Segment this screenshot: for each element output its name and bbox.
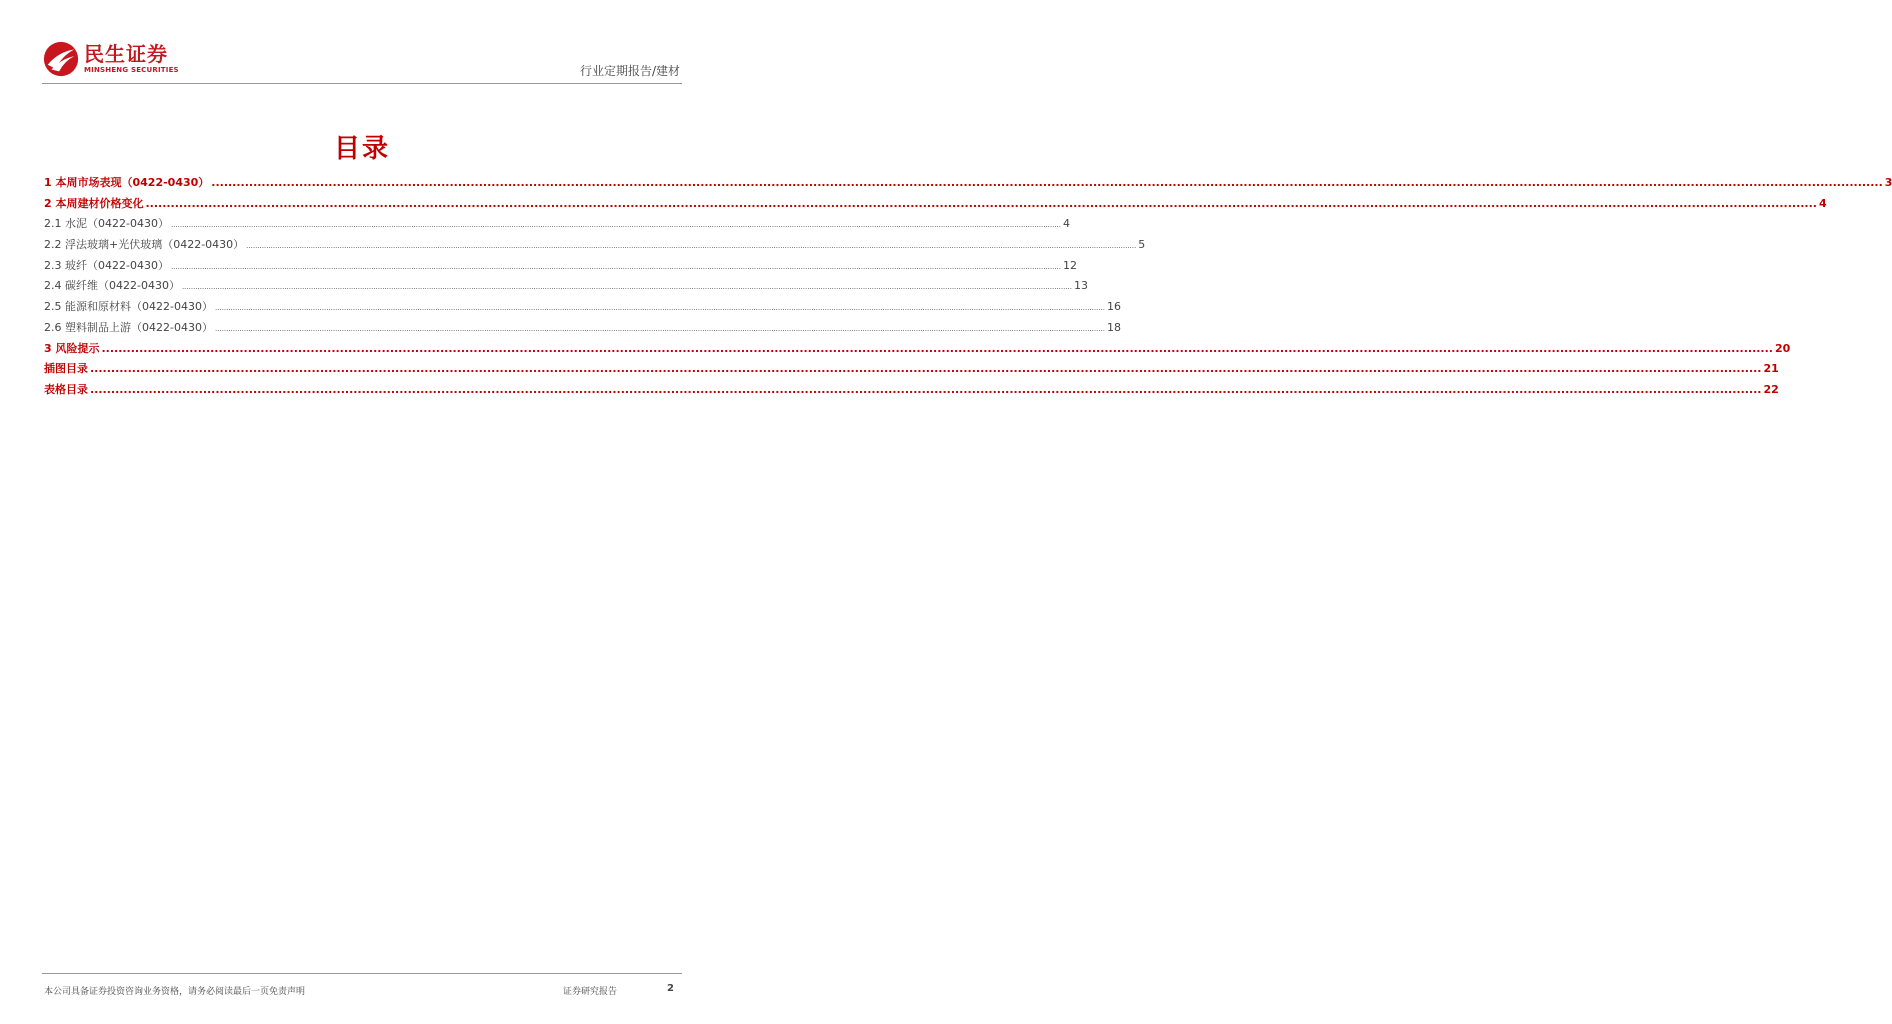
toc-entry[interactable] [44,340,1791,361]
toc-entry[interactable] [44,215,1070,236]
toc-entry-page: 20 [1774,341,1791,355]
toc-entry[interactable] [44,277,1088,298]
toc-leader-dots: ................................................................................................................................................................................................................................................................................................................................................................................................................ [101,341,1773,355]
toc-entry-label: 2 本周建材价格变化 [44,196,144,210]
toc-entry-label: 2.1 水泥（0422-0430） [44,217,169,231]
toc-leader-dots: ................................................................................................................................................................................................................................................................................................................................................................................................................ [90,362,1762,376]
table-of-contents [44,174,1892,402]
toc-entry[interactable] [44,236,1146,257]
toc-leader-dots: ................................................................................................................................................................................................................................................................................................................................................................................................................ [90,382,1762,396]
toc-leader-dots: ................................................................................................................................................................................................................................................................................................................................................................................................................ [211,176,1883,189]
toc-entry-label: 2.3 玻纤（0422-0430） [44,258,169,272]
toc-entry-label: 插图目录 [44,362,88,376]
toc-entry-page: 3 [1884,176,1892,189]
toc-leader-dots: ................................................................................................................................................................................................................................................................................................................................................................................................................ [214,304,1105,313]
toc-entry-page: 4 [1063,217,1070,231]
toc-entry[interactable] [44,257,1077,278]
footer-divider [42,973,682,974]
toc-entry-page: 16 [1107,300,1121,314]
toc-entry[interactable] [44,319,1121,340]
toc-leader-dots: ................................................................................................................................................................................................................................................................................................................................................................................................................ [181,283,1072,292]
page-number: 2 [667,983,674,994]
brand-name-en: MINSHENG SECURITIES [84,66,179,74]
toc-entry-page: 21 [1763,362,1779,376]
toc-entry[interactable] [44,360,1779,381]
toc-entry-label: 1 本周市场表现（0422-0430） [44,176,210,189]
report-type: 行业定期报告/建材 [579,64,680,78]
minsheng-logo-icon [42,40,80,78]
toc-entry-page: 18 [1107,320,1121,334]
toc-entry-label: 3 风险提示 [44,341,100,355]
toc-entry-page: 4 [1818,196,1827,210]
page-header [0,0,724,90]
toc-leader-dots: ................................................................................................................................................................................................................................................................................................................................................................................................................ [145,196,1817,210]
toc-entry-label: 2.5 能源和原材料（0422-0430） [44,300,213,314]
toc-entry-page: 12 [1063,258,1077,272]
header-divider [42,83,682,84]
toc-entry-label: 2.6 塑料制品上游（0422-0430） [44,320,213,334]
toc-entry-label: 2.4 碳纤维（0422-0430） [44,279,180,293]
toc-entry-page: 13 [1074,279,1088,293]
toc-entry[interactable] [44,195,1827,216]
toc-leader-dots: ................................................................................................................................................................................................................................................................................................................................................................................................................ [170,221,1061,230]
footer-disclaimer: 本公司具备证券投资咨询业务资格，请务必阅读最后一页免责声明 [44,987,306,997]
toc-leader-dots: ................................................................................................................................................................................................................................................................................................................................................................................................................ [246,242,1137,251]
toc-entry[interactable] [44,174,1892,195]
toc-leader-dots: ................................................................................................................................................................................................................................................................................................................................................................................................................ [214,324,1105,333]
toc-entry-page: 22 [1763,382,1779,396]
toc-entry-label: 2.2 浮法玻璃+光伏玻璃（0422-0430） [44,238,245,252]
toc-entry[interactable] [44,381,1779,402]
toc-entry-label: 表格目录 [44,382,88,396]
brand-name-cn: 民生证券 [84,42,168,66]
toc-entry[interactable] [44,298,1121,319]
brand-logo [42,40,179,78]
toc-entry-page: 5 [1138,238,1146,252]
toc-leader-dots: ................................................................................................................................................................................................................................................................................................................................................................................................................ [170,262,1061,271]
footer-doc-type: 证券研究报告 [563,987,618,997]
page-title: 目录 [333,134,390,164]
